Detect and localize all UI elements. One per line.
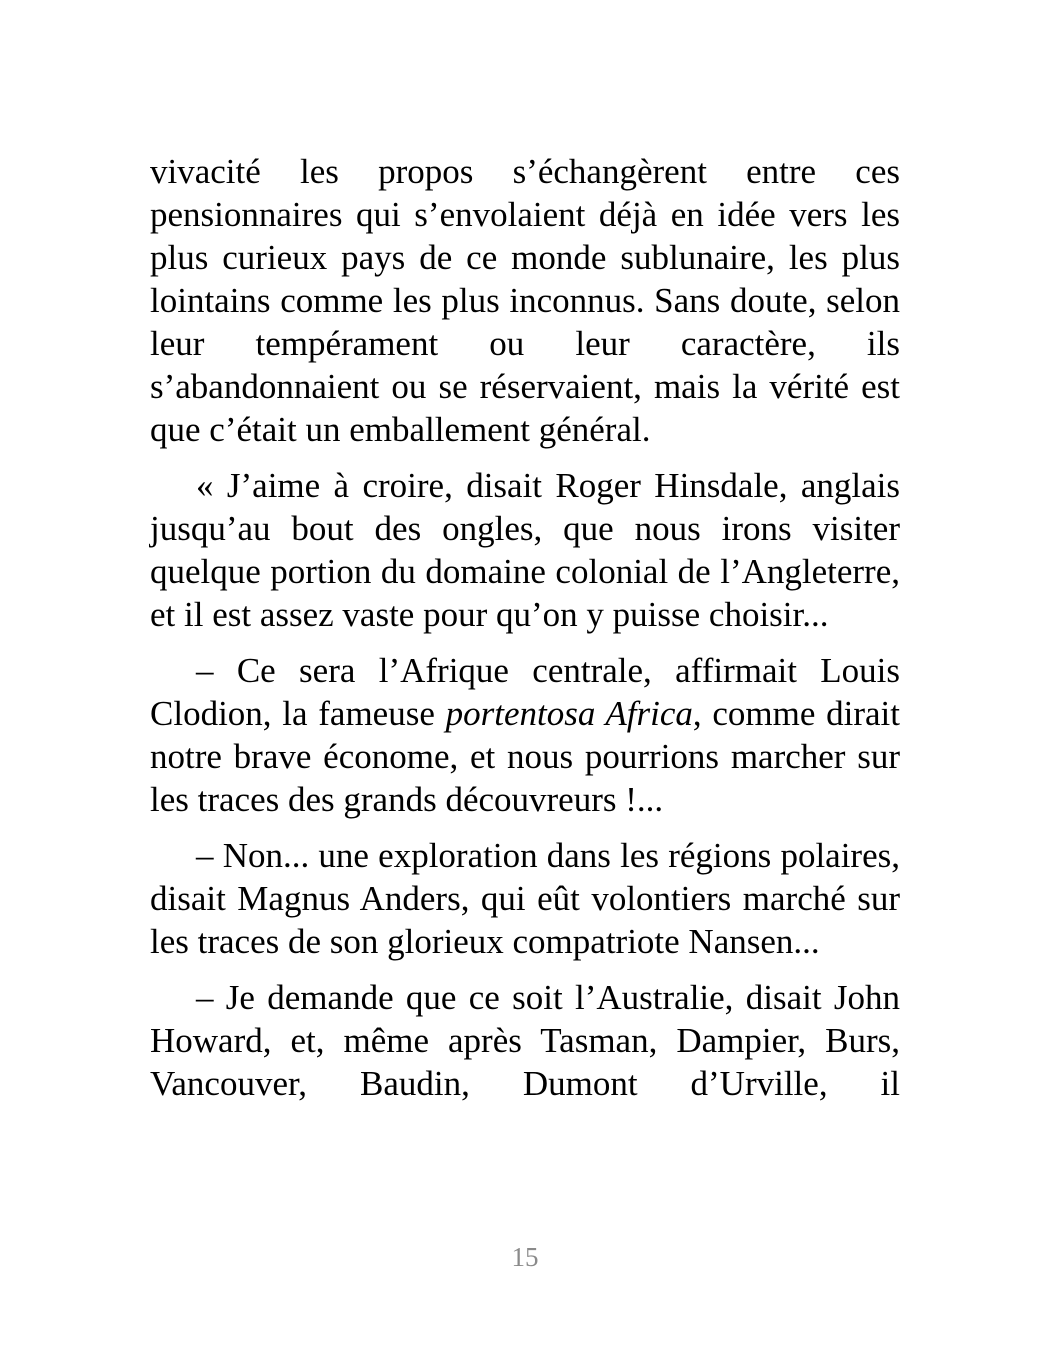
paragraph-3-italic: portentosa Africa	[445, 694, 693, 733]
paragraph-2: « J’aime à croire, disait Roger Hinsdale, anglais jusqu’au bout des ongles, que nous irons visiter quelque portion du domaine colonial de l’Angleterre, et il est assez vaste pour qu’on y puisse choisir...	[150, 466, 900, 634]
paragraph-1: vivacité les propos s’échangèrent entre ces pensionnaires qui s’envolaient déjà en idée vers les plus curieux pays de ce monde sublunaire, les plus lointains comme les plus inconnus. Sans doute, selon leur tempérament ou leur caractère, ils s’abandonnaient ou se réservaient, mais la vérité est que c’était un emballement général.	[150, 152, 900, 449]
page-number: 15	[511, 1242, 539, 1272]
paragraph-3-start: – Ce sera l’Afrique centrale, affirmait Louis Clodion, la fameuse	[150, 651, 900, 733]
paragraph-5: – Je demande que ce soit l’Australie, disait John Howard, et, même après Tasman, Dampier, Burs, Vancouver, Baudin, Dumont d’Urville, il	[150, 978, 900, 1103]
body-text	[150, 150, 900, 1118]
paragraph-3-end: , comme dirait notre brave économe, et nous pourrions marcher sur les traces des grands découvreurs !...	[150, 694, 900, 819]
paragraph-3	[150, 649, 900, 821]
paragraph-4: – Non... une exploration dans les régions polaires, disait Magnus Anders, qui eût volontiers marché sur les traces de son glorieux compatriote Nansen...	[150, 836, 900, 961]
